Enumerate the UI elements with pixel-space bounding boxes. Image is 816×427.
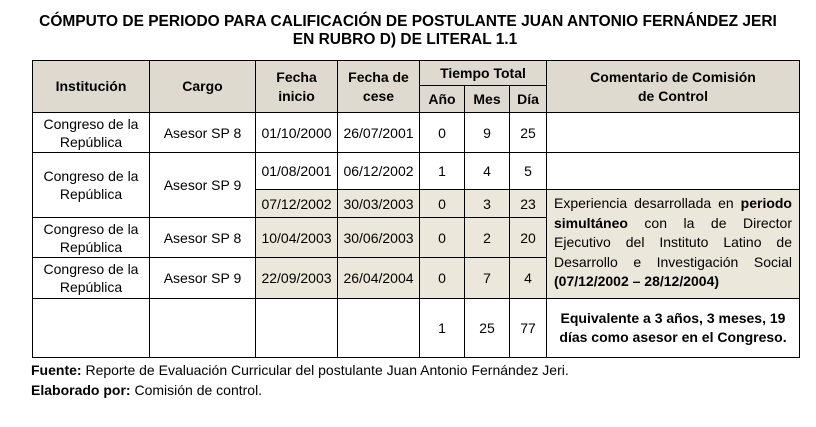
header-comentario: Comentario de Comisión de Control [546, 60, 800, 113]
total-comentario: Equivalente a 3 años, 3 meses, 19 días como asesor en el Congreso. [546, 298, 800, 358]
footer-elaborado-label: Elaborado por: [31, 382, 131, 398]
row4-institucion: Congreso de la República [32, 217, 150, 258]
row1-cargo: Asesor SP 8 [149, 112, 256, 153]
footer-fuente-label: Fuente: [31, 362, 82, 378]
row2-comentario [546, 152, 800, 190]
row5-institucion: Congreso de la República [32, 257, 150, 299]
row1-fecha-inicio: 01/10/2000 [255, 112, 338, 153]
row2-fecha-cese: 06/12/2002 [337, 152, 420, 190]
row4-mes: 2 [464, 217, 510, 258]
row4-fecha-cese: 30/06/2003 [337, 217, 420, 258]
header-tiempo-total: Tiempo Total [419, 60, 547, 86]
total-fecha-inicio [255, 298, 338, 358]
footer-elaborado-text: Comisión de control. [134, 382, 263, 398]
header-institucion: Institución [32, 60, 150, 113]
row1-comentario [546, 112, 800, 153]
footer-fuente [31, 362, 569, 379]
total-fecha-cese [337, 298, 420, 358]
header-fecha-inicio: Fecha inicio [255, 60, 338, 113]
total-institucion [32, 298, 150, 358]
table-title-line1: CÓMPUTO DE PERIODO PARA CALIFICACIÓN DE POSTULANTE JUAN ANTONIO FERNÁNDEZ JERI [39, 13, 777, 30]
footer-elaborado [31, 382, 262, 399]
comment-text-1: Experiencia desarrollada en [554, 195, 734, 211]
row3-mes: 3 [464, 189, 510, 218]
row2-cargo: Asesor SP 9 [149, 152, 256, 218]
row5-dia: 4 [509, 257, 547, 299]
row5-fecha-cese: 26/04/2004 [337, 257, 420, 299]
header-dia: Día [509, 85, 547, 113]
comment-bold-1: periodo simultáneo [554, 195, 792, 231]
row1-dia: 25 [509, 112, 547, 153]
header-anio: Año [419, 85, 465, 113]
row4-dia: 20 [509, 217, 547, 258]
header-fecha-cese: Fecha de cese [337, 60, 420, 113]
row3-fecha-inicio: 07/12/2002 [255, 189, 338, 218]
row4-anio: 0 [419, 217, 465, 258]
comment-simultaneous-period [546, 189, 800, 299]
row5-anio: 0 [419, 257, 465, 299]
row1-mes: 9 [464, 112, 510, 153]
row3-dia: 23 [509, 189, 547, 218]
row5-cargo: Asesor SP 9 [149, 257, 256, 299]
row5-mes: 7 [464, 257, 510, 299]
row2-institucion: Congreso de la República [32, 152, 150, 218]
comment-text-2: con la de Director Ejecutivo del Instituto Latino de Desarrollo e Investigación Social [554, 214, 793, 270]
row1-institucion: Congreso de la República [32, 112, 150, 153]
row4-fecha-inicio: 10/04/2003 [255, 217, 338, 258]
header-cargo: Cargo [149, 60, 256, 113]
total-cargo [149, 298, 256, 358]
row2-anio: 1 [419, 152, 465, 190]
row2-fecha-inicio: 01/08/2001 [255, 152, 338, 190]
header-mes: Mes [464, 85, 510, 113]
table-title-line2: EN RUBRO D) DE LITERAL 1.1 [292, 31, 518, 48]
footer-fuente-text: Reporte de Evaluación Curricular del postulante Juan Antonio Fernández Jeri. [85, 362, 569, 378]
row3-fecha-cese: 30/03/2003 [337, 189, 420, 218]
total-anio: 1 [419, 298, 465, 358]
row2-mes: 4 [464, 152, 510, 190]
row1-fecha-cese: 26/07/2001 [337, 112, 420, 153]
row1-anio: 0 [419, 112, 465, 153]
row4-cargo: Asesor SP 8 [149, 217, 256, 258]
total-mes: 25 [464, 298, 510, 358]
row3-anio: 0 [419, 189, 465, 218]
comment-date-range: (07/12/2002 – 28/12/2004) [554, 273, 720, 289]
row2-dia: 5 [509, 152, 547, 190]
row5-fecha-inicio: 22/09/2003 [255, 257, 338, 299]
total-dia: 77 [509, 298, 547, 358]
